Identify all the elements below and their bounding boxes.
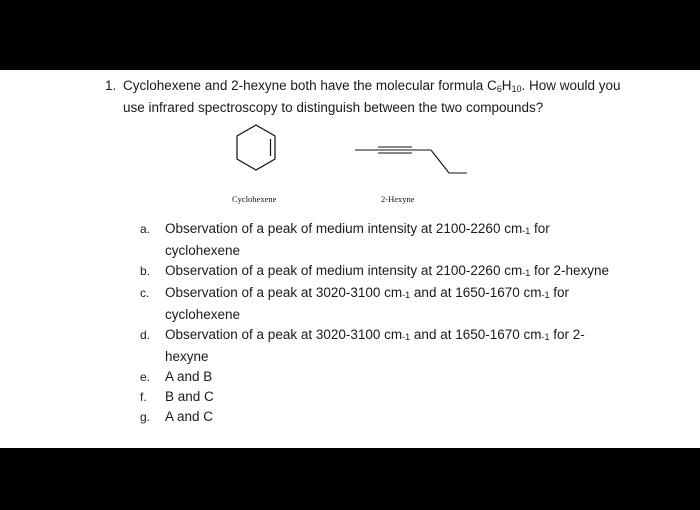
option-text: A and B [165, 369, 213, 384]
2-hexyne-structure [355, 147, 467, 173]
document-page [0, 70, 700, 448]
answer-options [140, 219, 610, 427]
2-hexyne-label: 2-Hexyne [381, 194, 415, 204]
option-text: B and C [165, 389, 214, 404]
question-text: Cyclohexene and 2-hexyne both have the molecular formula $C_6H_{10}$. How would you use infrared spectroscopy to distinguish between the two compounds? [123, 78, 621, 115]
cyclohexene-structure [237, 125, 275, 170]
option-letter: e. [140, 370, 151, 384]
option-a [140, 219, 610, 261]
option-letter: f. [140, 390, 147, 404]
option-c [140, 283, 610, 325]
option-f [140, 387, 610, 407]
option-letter: d. [140, 328, 151, 342]
cyclohexene-label: Cyclohexene [232, 194, 277, 204]
option-text: Observation of a peak of medium intensity at 2100-2260 $cm_{-1}$ for 2-hexyne [165, 263, 610, 278]
option-b [140, 261, 610, 283]
option-letter: b. [140, 264, 151, 278]
option-letter: c. [140, 286, 150, 300]
question-number: 1. [105, 78, 117, 93]
option-text: Observation of a peak at 3020-3100 $cm_{-1}$ and at 1650-1670 $cm_{-1}$ for 2-hexyne [165, 327, 585, 364]
option-e [140, 367, 610, 387]
option-d [140, 325, 610, 367]
option-text: Observation of a peak of medium intensity at 2100-2260 $cm_{-1}$ for cyclohexene [165, 221, 550, 258]
option-text: A and C [165, 409, 214, 424]
option-letter: g. [140, 410, 151, 424]
chemical-structures [0, 70, 700, 210]
option-letter: a. [140, 222, 151, 236]
option-text: Observation of a peak at 3020-3100 $cm_{-1}$ and at 1650-1670 $cm_{-1}$ for cyclohexene [165, 285, 570, 322]
option-g [140, 407, 610, 427]
